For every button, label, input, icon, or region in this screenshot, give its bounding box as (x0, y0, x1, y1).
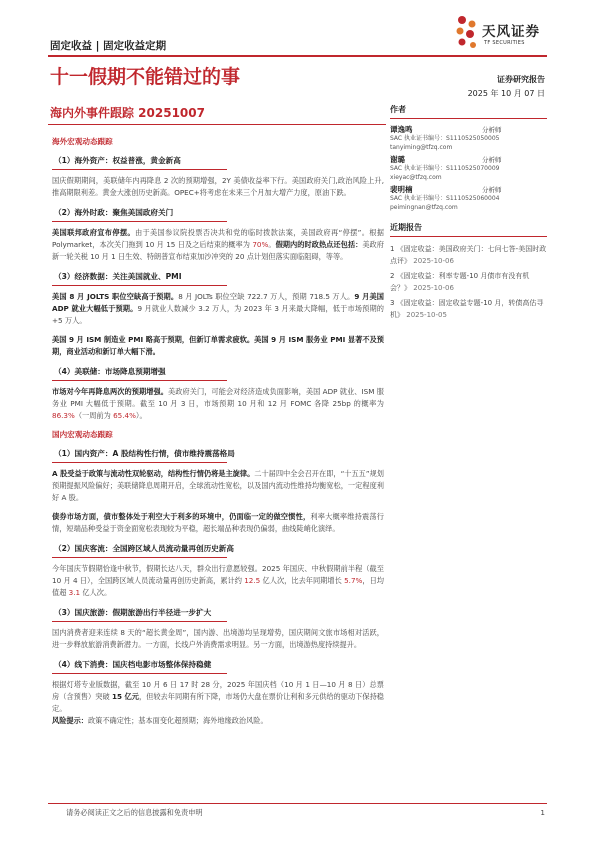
recent-report-date: 2025-10-06 (413, 284, 454, 292)
bold-lead: 市场对今年再降息两次的预期增强。 (52, 387, 169, 396)
highlight-value: 3.1 (68, 588, 81, 597)
report-category: 固定收益 | 固定收益定期 (50, 40, 167, 52)
report-date: 2025 年 10 月 07 日 (467, 89, 545, 98)
analyst-name: 谭逸鸣 (390, 125, 413, 134)
bold-lead: 美国 8 月 JOLTS 职位空缺高于预期。 (52, 292, 179, 301)
recent-reports (390, 222, 547, 321)
analyst-name: 谢璐 (390, 155, 405, 164)
analyst-email: peimingnan@tfzq.com (390, 203, 458, 211)
paragraph: 债券市场方面，债市整体处于利空大于利多的环境中，仍面临一定的做空惯性，利率大概率维持震荡行情，短端品种受益于资金面宽松表现较为平稳，超长端品种表现仍偏弱，曲线陡峭化演绎。 (52, 512, 384, 533)
bold-lead: 美国联邦政府宣布停摆。 (52, 228, 135, 237)
paragraph: A 股受益于政策与流动性双轮驱动，结构性行情仍将是主旋律。二十届四中全会召开在即，“十五五”规划预期提振风险偏好；美联储降息周期开启，全球流动性宽松，以及国内流动性维持均衡宽松，一定程度利好 A 股。 (52, 469, 384, 502)
analyst-name: 裴明楠 (390, 185, 413, 194)
page-number: 1 (540, 808, 545, 817)
risk-label: 风险提示： (52, 716, 88, 725)
highlight-value: 12.5 (244, 576, 261, 585)
paragraph: 根据灯塔专业版数据，截至 10 月 6 日 17 时 28 分，2025 年国庆档（10 月 1 日—10 月 8 日）总票房（含预售）突破 15 亿元，但较去年同期有所下降，市场仍大盘在票价让利和多元供给的驱动下保持稳定。 (52, 680, 384, 713)
highlight-value: 5.7% (344, 576, 363, 585)
analyst-cert: SAC 执业证书编号：S1110525050005 (390, 135, 500, 142)
topic-heading: （4）线下消费：国庆档电影市场整体保持稳健 (52, 658, 384, 674)
main-content (52, 136, 384, 734)
report-subtitle: 海内外事件跟踪 20251007 (50, 106, 205, 120)
paragraph: 国庆假期期间，美联储年内再降息 2 次的预期增强，2Y 美债收益率下行。美国政府关门,政治风险上升,推高期限利差。黄金大涨创历史新高。OPEC+将考虑在未来三个月加大增产力度，原油下跌。 (52, 176, 384, 197)
recent-report-item[interactable]: 3 《固定收益：固定收益专题-10 月，转债高估寻机》 2025-10-05 (390, 299, 544, 319)
analyst-role: 分析师 (482, 156, 502, 164)
highlight-value: 65.4% (113, 411, 136, 420)
analyst-cert: SAC 执业证书编号：S1110525060004 (390, 195, 500, 202)
bold-lead: 9 月美国 ADP 就业大幅低于预期。 (52, 292, 384, 313)
highlight-value: 70% (252, 240, 269, 249)
paragraph: 美国联邦政府宣布停摆。由于美国参议院投票否决共和党的临时拨款法案，美国政府再“停摆”。根据 Polymarket，本次关门拖到 10 月 15 日及之后结束的概率为 70%。假期内的时政热点还包括：美政府新一轮关税 10 月 1 日生效、特朗普宣布结束加沙冲突的 20 点计划但落实面临阻碍，等等。 (52, 228, 384, 261)
header-divider (48, 55, 547, 57)
analyst-role: 分析师 (482, 186, 502, 194)
authors-heading: 作者 (390, 104, 547, 119)
topic-heading: （3）经济数据：关注美国就业、PMI (52, 270, 384, 286)
recent-report-date: 2025-10-06 (413, 257, 454, 265)
recent-report-item[interactable]: 1 《固定收益：美国政府关门：七问七答-美国时政点评》 2025-10-06 (390, 245, 547, 265)
topic-heading: （4）美联储：市场降息预期增强 (52, 365, 384, 381)
company-logo (452, 12, 552, 54)
bold-lead: A 股受益于政策与流动性双轮驱动，结构性行情仍将是主旋律。 (52, 469, 255, 478)
sidebar (390, 104, 547, 324)
section-heading-overseas: 海外宏观动态跟踪 (52, 137, 113, 146)
analyst-email: xieyac@tfzq.com (390, 173, 442, 181)
report-type: 证券研究报告 (497, 75, 545, 84)
recent-report-date: 2025-10-05 (406, 311, 447, 319)
analyst-card (390, 185, 547, 212)
paragraph: 美国 8 月 JOLTS 职位空缺高于预期。8 月 JOLTs 职位空缺 722.7 万人，预期 718.5 万人。9 月美国 ADP 就业大幅低于预期。9 月就业人数减少 3.2 万人，为 2023 年 3 月来最大降幅，低于市场预期的+5 万人。 (52, 292, 384, 325)
bold-lead: 假期内的时政热点还包括： (275, 240, 363, 249)
logo-text-en: TF SECURITIES (484, 40, 525, 46)
subtitle-divider (48, 124, 386, 125)
analyst-card (390, 155, 547, 182)
paragraph: 今年国庆节假期恰逢中秋节，假期长达八天，群众出行意愿较强。2025 年国庆、中秋假期前半程（截至 10 月 4 日），全国跨区域人员流动量再创历史新高，累计约 12.5 亿人次，比去年同期增长 5.7%，日均值超 3.1 亿人次。 (52, 564, 384, 597)
paragraph: 市场对今年再降息两次的预期增强。美政府关门，可能会对经济造成负面影响，美国 ADP 就业、ISM 服务业 PMI 大幅低于预期。截至 10 月 3 日，市场预期 10 月和 12 月 FOMC 各降 25bp 的概率为 86.3%（一周前为 65.4%）。 (52, 387, 384, 420)
analyst-cert: SAC 执业证书编号：S1110525070009 (390, 165, 500, 172)
logo-mark-icon (452, 14, 482, 52)
risk-note: 风险提示：政策不确定性；基本面变化超预期；海外地缘政治风险。 (52, 716, 268, 725)
topic-heading: （2）海外时政：聚焦美国政府关门 (52, 206, 384, 222)
topic-heading: （2）国庆客流：全国跨区域人员流动量再创历史新高 (52, 542, 384, 558)
bold-lead: 美国 9 月 ISM 制造业 PMI 略高于预期，但新订单需求疲软。美国 9 月 ISM 服务业 PMI 显著不及预期，商业活动和新订单大幅下滑。 (52, 335, 384, 356)
bold-lead: 债券市场方面，债市整体处于利空大于利多的环境中，仍面临一定的做空惯性， (52, 512, 311, 521)
analyst-card (390, 125, 547, 152)
analyst-email: tanyiming@tfzq.com (390, 143, 453, 151)
highlight-value: 86.3% (52, 411, 75, 420)
report-title: 十一假期不能错过的事 (50, 66, 241, 88)
disclaimer-note: 请务必阅读正文之后的信息披露和免责申明 (66, 808, 203, 817)
recent-report-item[interactable]: 2 《固定收益：利率专题-10 月债市有没有机会？》 2025-10-06 (390, 272, 530, 292)
section-heading-domestic: 国内宏观动态跟踪 (52, 430, 113, 439)
paragraph: 国内消费者迎来连续 8 天的“超长黄金周”，国内游、出境游均呈现增势，国庆期间文旅市场相对活跃，进一步释放旅游消费新潜力。一方面，长线户外消费需求明显。另一方面，出境游热度持续提升。 (52, 628, 384, 649)
topic-heading: （3）国庆旅游：假期旅游出行半径进一步扩大 (52, 606, 384, 622)
recent-reports-heading: 近期报告 (390, 222, 547, 237)
paragraph (52, 334, 384, 358)
logo-text-cn: 天风证券 (482, 24, 540, 40)
bold-value: 15 亿元 (111, 692, 139, 701)
analyst-role: 分析师 (482, 126, 502, 134)
footer-divider (48, 803, 547, 804)
topic-heading: （1）海外资产：权益普涨，黄金新高 (52, 154, 384, 170)
topic-heading: （1）国内资产：A 股结构性行情，债市维持震荡格局 (52, 447, 384, 463)
